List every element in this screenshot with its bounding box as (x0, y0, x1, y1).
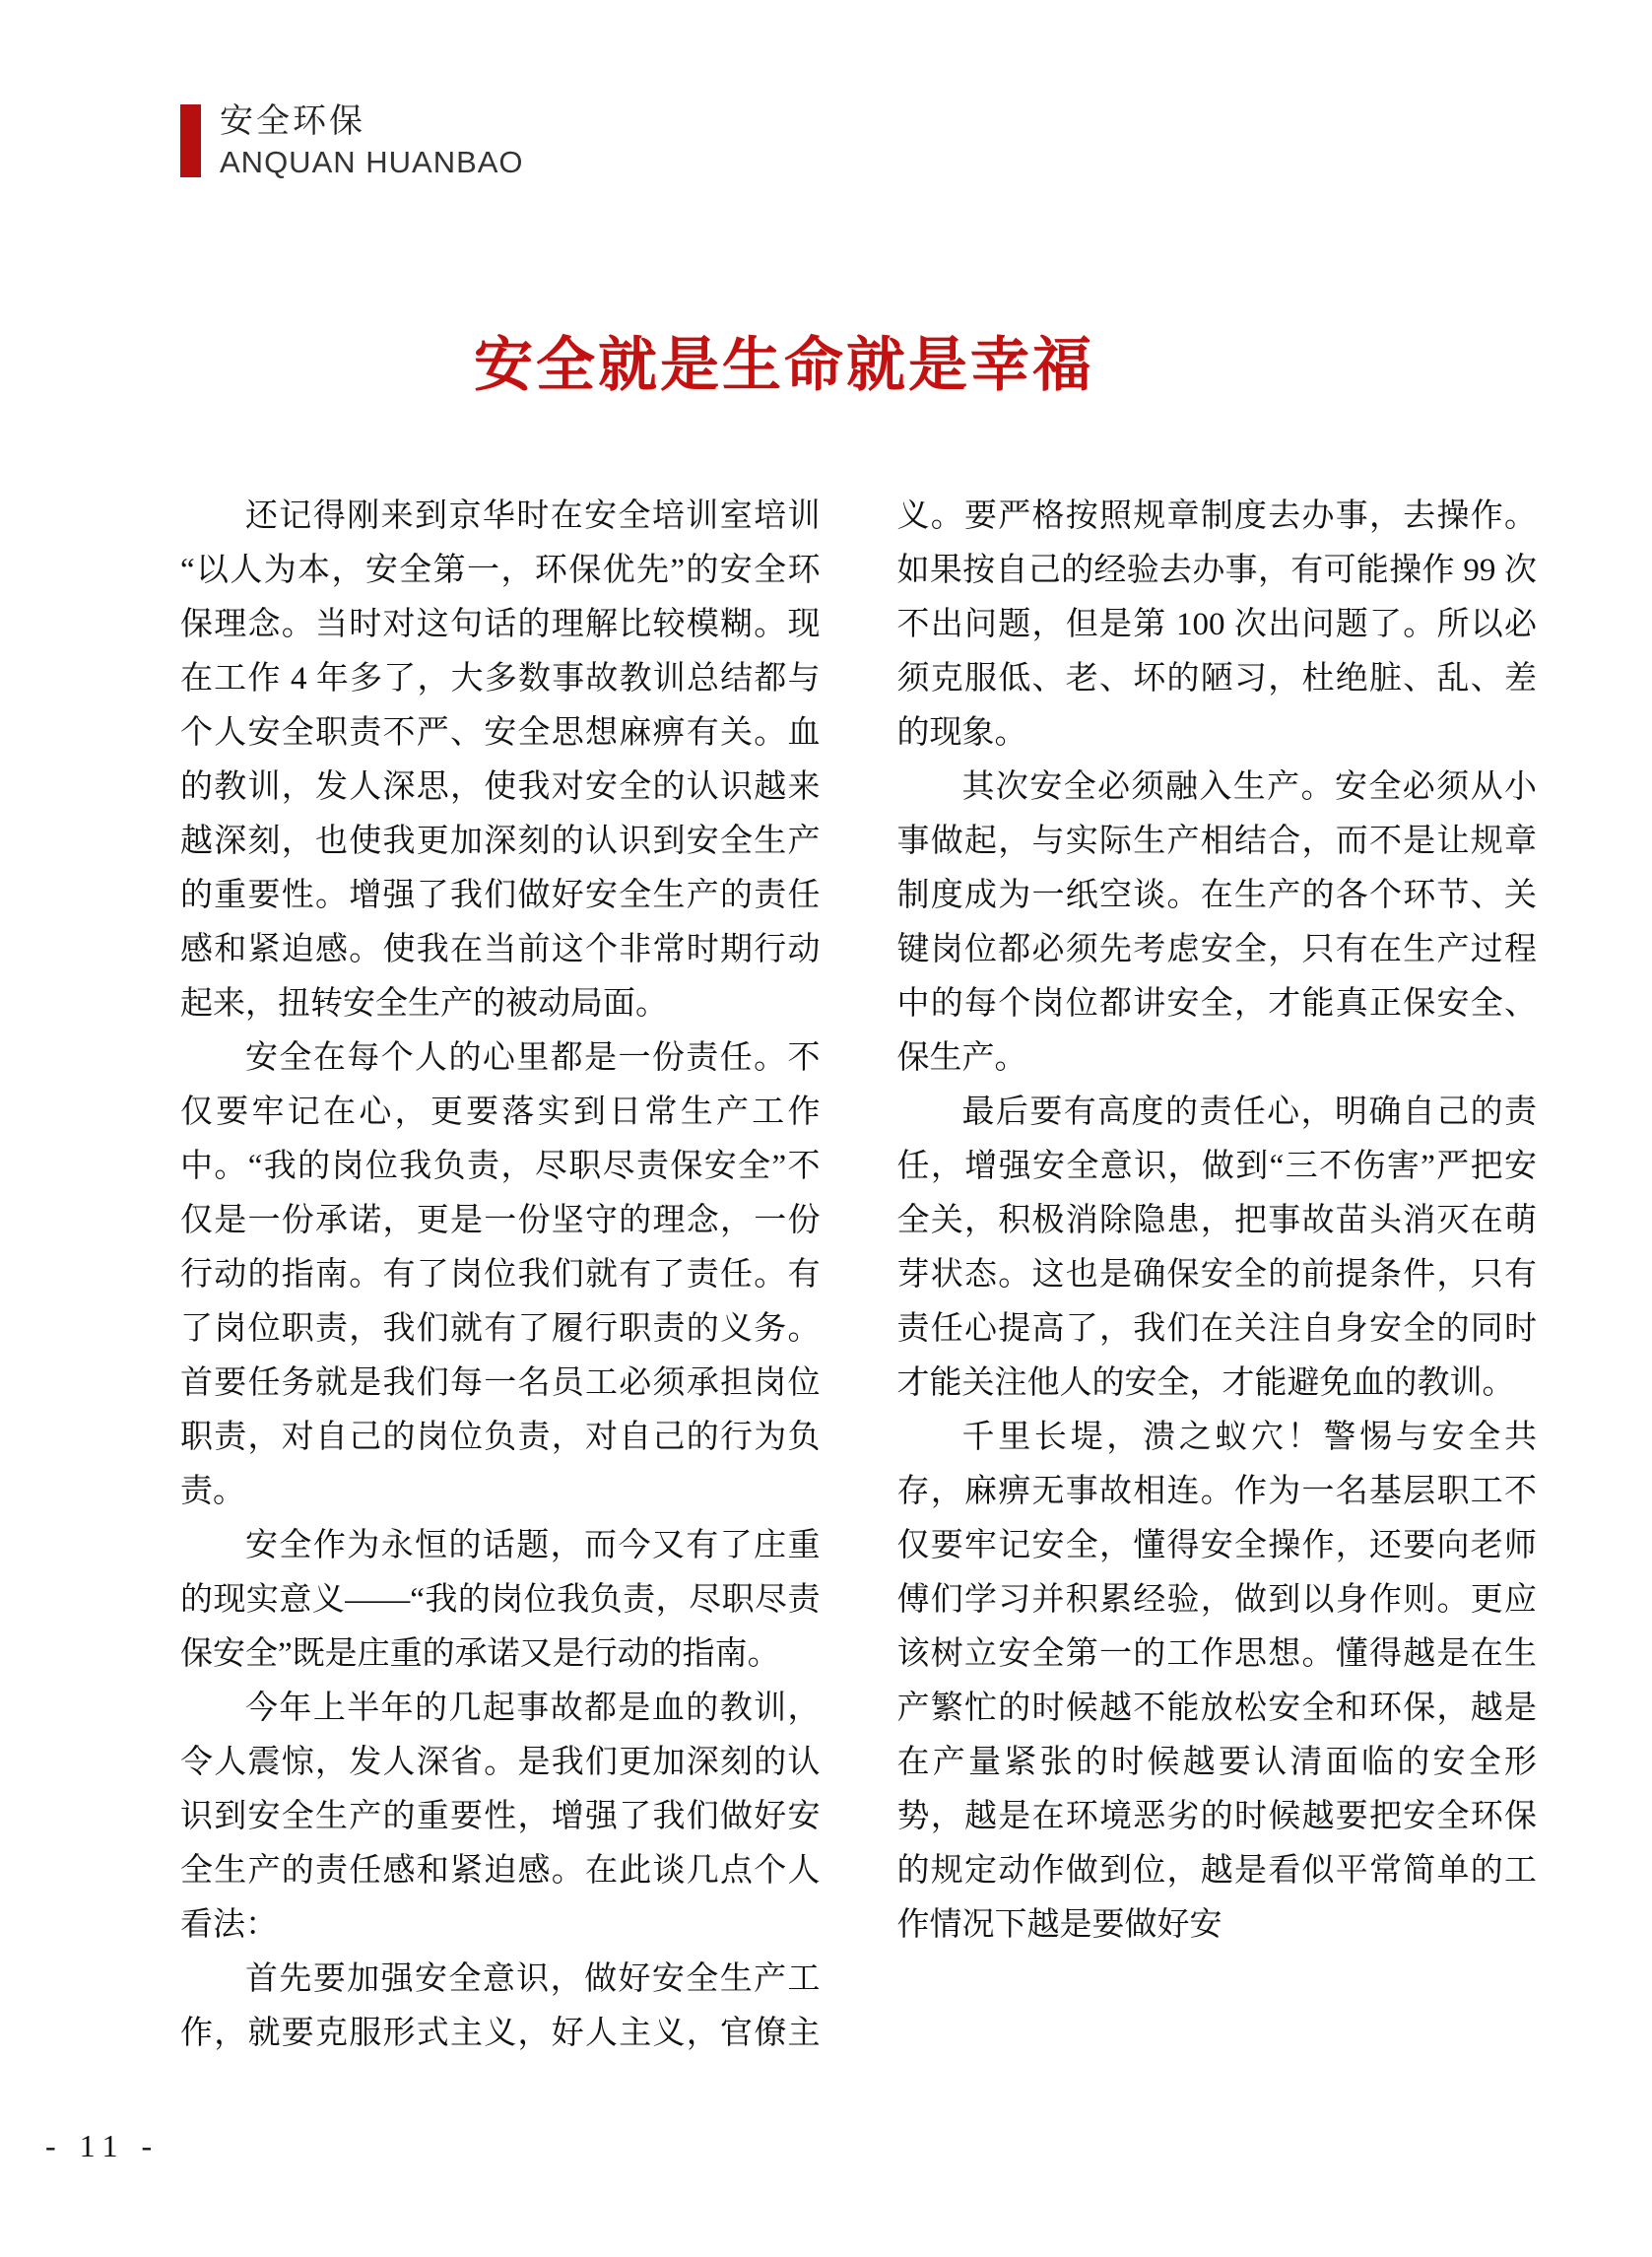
section-title-chinese: 安全环保 (220, 103, 365, 140)
article-paragraph: 安全在每个人的心里都是一份责任。不仅要牢记在心，更要落实到日常生产工作中。“我的岗位我负责，尽职尽责保安全”不仅是一份承诺，更是一份坚守的理念，一份行动的指南。有了岗位我们就有了责任。有了岗位职责，我们就有了履行职责的义务。首要任务就是我们每一名员工必须承担岗位职责，对自己的岗位负责，对自己的行为负责。 (180, 1040, 821, 1509)
page-number: - 11 - (45, 2128, 161, 2163)
article-paragraph: 千里长堤，溃之蚁穴！警惕与安全共存，麻痹无事故相连。作为一名基层职工不仅要牢记安全，懂得安全操作，还要向老师傅们学习并积累经验，做到以身作则。更应该树立安全第一的工作思想。懂得越是在生产繁忙的时候越不能放松安全和环保，越是在产量紧张的时候越要认清面临的安全形势，越是在环境恶劣的时候越要把安全环保的规定动作做到位，越是看似平常简单的工作情况下越是要做好安 (896, 1420, 1537, 1943)
article-title: 安全就是生命就是幸福 (474, 332, 1094, 398)
article-paragraph: 其次安全必须融入生产。安全必须从小事做起，与实际生产相结合，而不是让规章制度成为一纸空谈。在生产的各个环节、关键岗位都必须先考虑安全，只有在生产过程中的每个岗位都讲安全，才能真正保安全、保生产。 (896, 769, 1537, 1076)
section-marker-bar (180, 104, 201, 177)
article-paragraph: 最后要有高度的责任心，明确自己的责任，增强安全意识，做到“三不伤害”严把安全关，积极消除隐患，把事故苗头消灭在萌芽状态。这也是确保安全的前提条件，只有责任心提高了，我们在关注自身安全的同时才能关注他人的安全，才能避免血的教训。 (896, 1095, 1537, 1401)
article-paragraph: 今年上半年的几起事故都是血的教训，令人震惊，发人深省。是我们更加深刻的认识到安全生产的重要性，增强了我们做好安全生产的责任感和紧迫感。在此谈几点个人看法： (180, 1691, 821, 1943)
section-banner-text (220, 104, 524, 178)
article-paragraph: 首先要加强安全意识，做好安全生产工作，就要克服形式主义，好人主义，官僚主义。要严格按照规章制度去办事，去操作。如果按自己的经验去办事，有可能操作 99 次不出问题，但是第 100 次出问题了。所以必须克服低、老、坏的陋习，杜绝脏、乱、差的现象。 (180, 498, 1537, 2051)
section-banner (180, 104, 524, 178)
article-paragraph: 还记得刚来到京华时在安全培训室培训“以人为本，安全第一，环保优先”的安全环保理念。当时对这句话的理解比较模糊。现在工作 4 年多了，大多数事故教训总结都与个人安全职责不严、安全思想麻痹有关。血的教训，发人深思，使我对安全的认识越来越深刻，也使我更加深刻的认识到安全生产的重要性。增强了我们做好安全生产的责任感和紧迫感。使我在当前这个非常时期行动起来，扭转安全生产的被动局面。 (180, 498, 821, 1022)
article-paragraph: 安全作为永恒的话题，而今又有了庄重的现实意义——“我的岗位我负责，尽职尽责保安全”既是庄重的承诺又是行动的指南。 (180, 1528, 821, 1672)
section-title-pinyin: ANQUAN HUANBAO (220, 145, 524, 179)
article-body (180, 490, 1537, 2086)
